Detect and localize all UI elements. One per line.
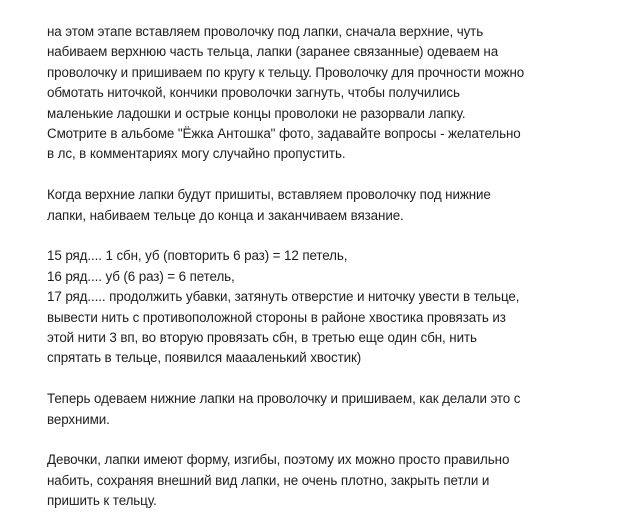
instruction-text: [47, 22, 627, 512]
text-line: 16 ряд.... уб (6 раз) = 6 петель,: [47, 268, 235, 284]
text-line: маленькие ладошки и острые концы проволоки не разорвали лапку.: [47, 105, 466, 121]
text-line: лапки, набиваем тельце до конца и заканчиваем вязание.: [47, 207, 404, 223]
text-line: Девочки, лапки имеют форму, изгибы, поэтому их можно просто правильно: [47, 452, 510, 468]
text-line: верхними.: [47, 411, 110, 427]
paragraph-gap: [47, 369, 627, 389]
paragraph-paws-upper: [47, 22, 627, 165]
paragraph-gap: [47, 226, 627, 246]
text-line: Смотрите в альбоме "Ёжка Антошка" фото, задавайте вопросы - желательно: [47, 126, 521, 142]
text-line: набить, сохраняя внешний вид лапки, не очень плотно, закрыть петли и: [47, 472, 490, 488]
paragraph-shape: [47, 450, 627, 511]
paragraph-rows: [47, 246, 627, 368]
paragraph-gap: [47, 430, 627, 450]
text-line: набиваем верхнюю часть тельца, лапки (заранее связанные) одеваем на: [47, 44, 499, 60]
text-line: обмотать ниточкой, кончики проволочки загнуть, чтобы получились: [47, 85, 460, 101]
text-line: этой нити 3 вп, во вторую провязать сбн, в третью еще один сбн, нить: [47, 330, 477, 346]
text-line: 15 ряд.... 1 сбн, уб (повторить 6 раз) = 12 петель,: [47, 248, 348, 264]
text-line: спрятать в тельце, появился маааленький хвостик): [47, 350, 362, 366]
paragraph-attach-lower: [47, 389, 627, 430]
text-line: проволочку и пришиваем по кругу к тельцу. Проволочку для прочности можно: [47, 64, 525, 80]
text-line: на этом этапе вставляем проволочку под лапки, сначала верхние, чуть: [47, 24, 484, 39]
text-line: вывести нить с противоположной стороны в районе хвостика провязать из: [47, 309, 506, 325]
text-line: пришить к тельцу.: [47, 493, 157, 509]
paragraph-paws-lower: [47, 185, 627, 226]
text-line: в лс, в комментариях могу случайно пропустить.: [47, 146, 346, 162]
paragraph-gap: [47, 165, 627, 185]
text-line: Теперь одеваем нижние лапки на проволочку и пришиваем, как делали это с: [47, 391, 521, 407]
text-line: Когда верхние лапки будут пришиты, вставляем проволочку под нижние: [47, 187, 491, 203]
text-line: 17 ряд..... продолжить убавки, затянуть отверстие и ниточку увести в тельце,: [47, 289, 520, 305]
